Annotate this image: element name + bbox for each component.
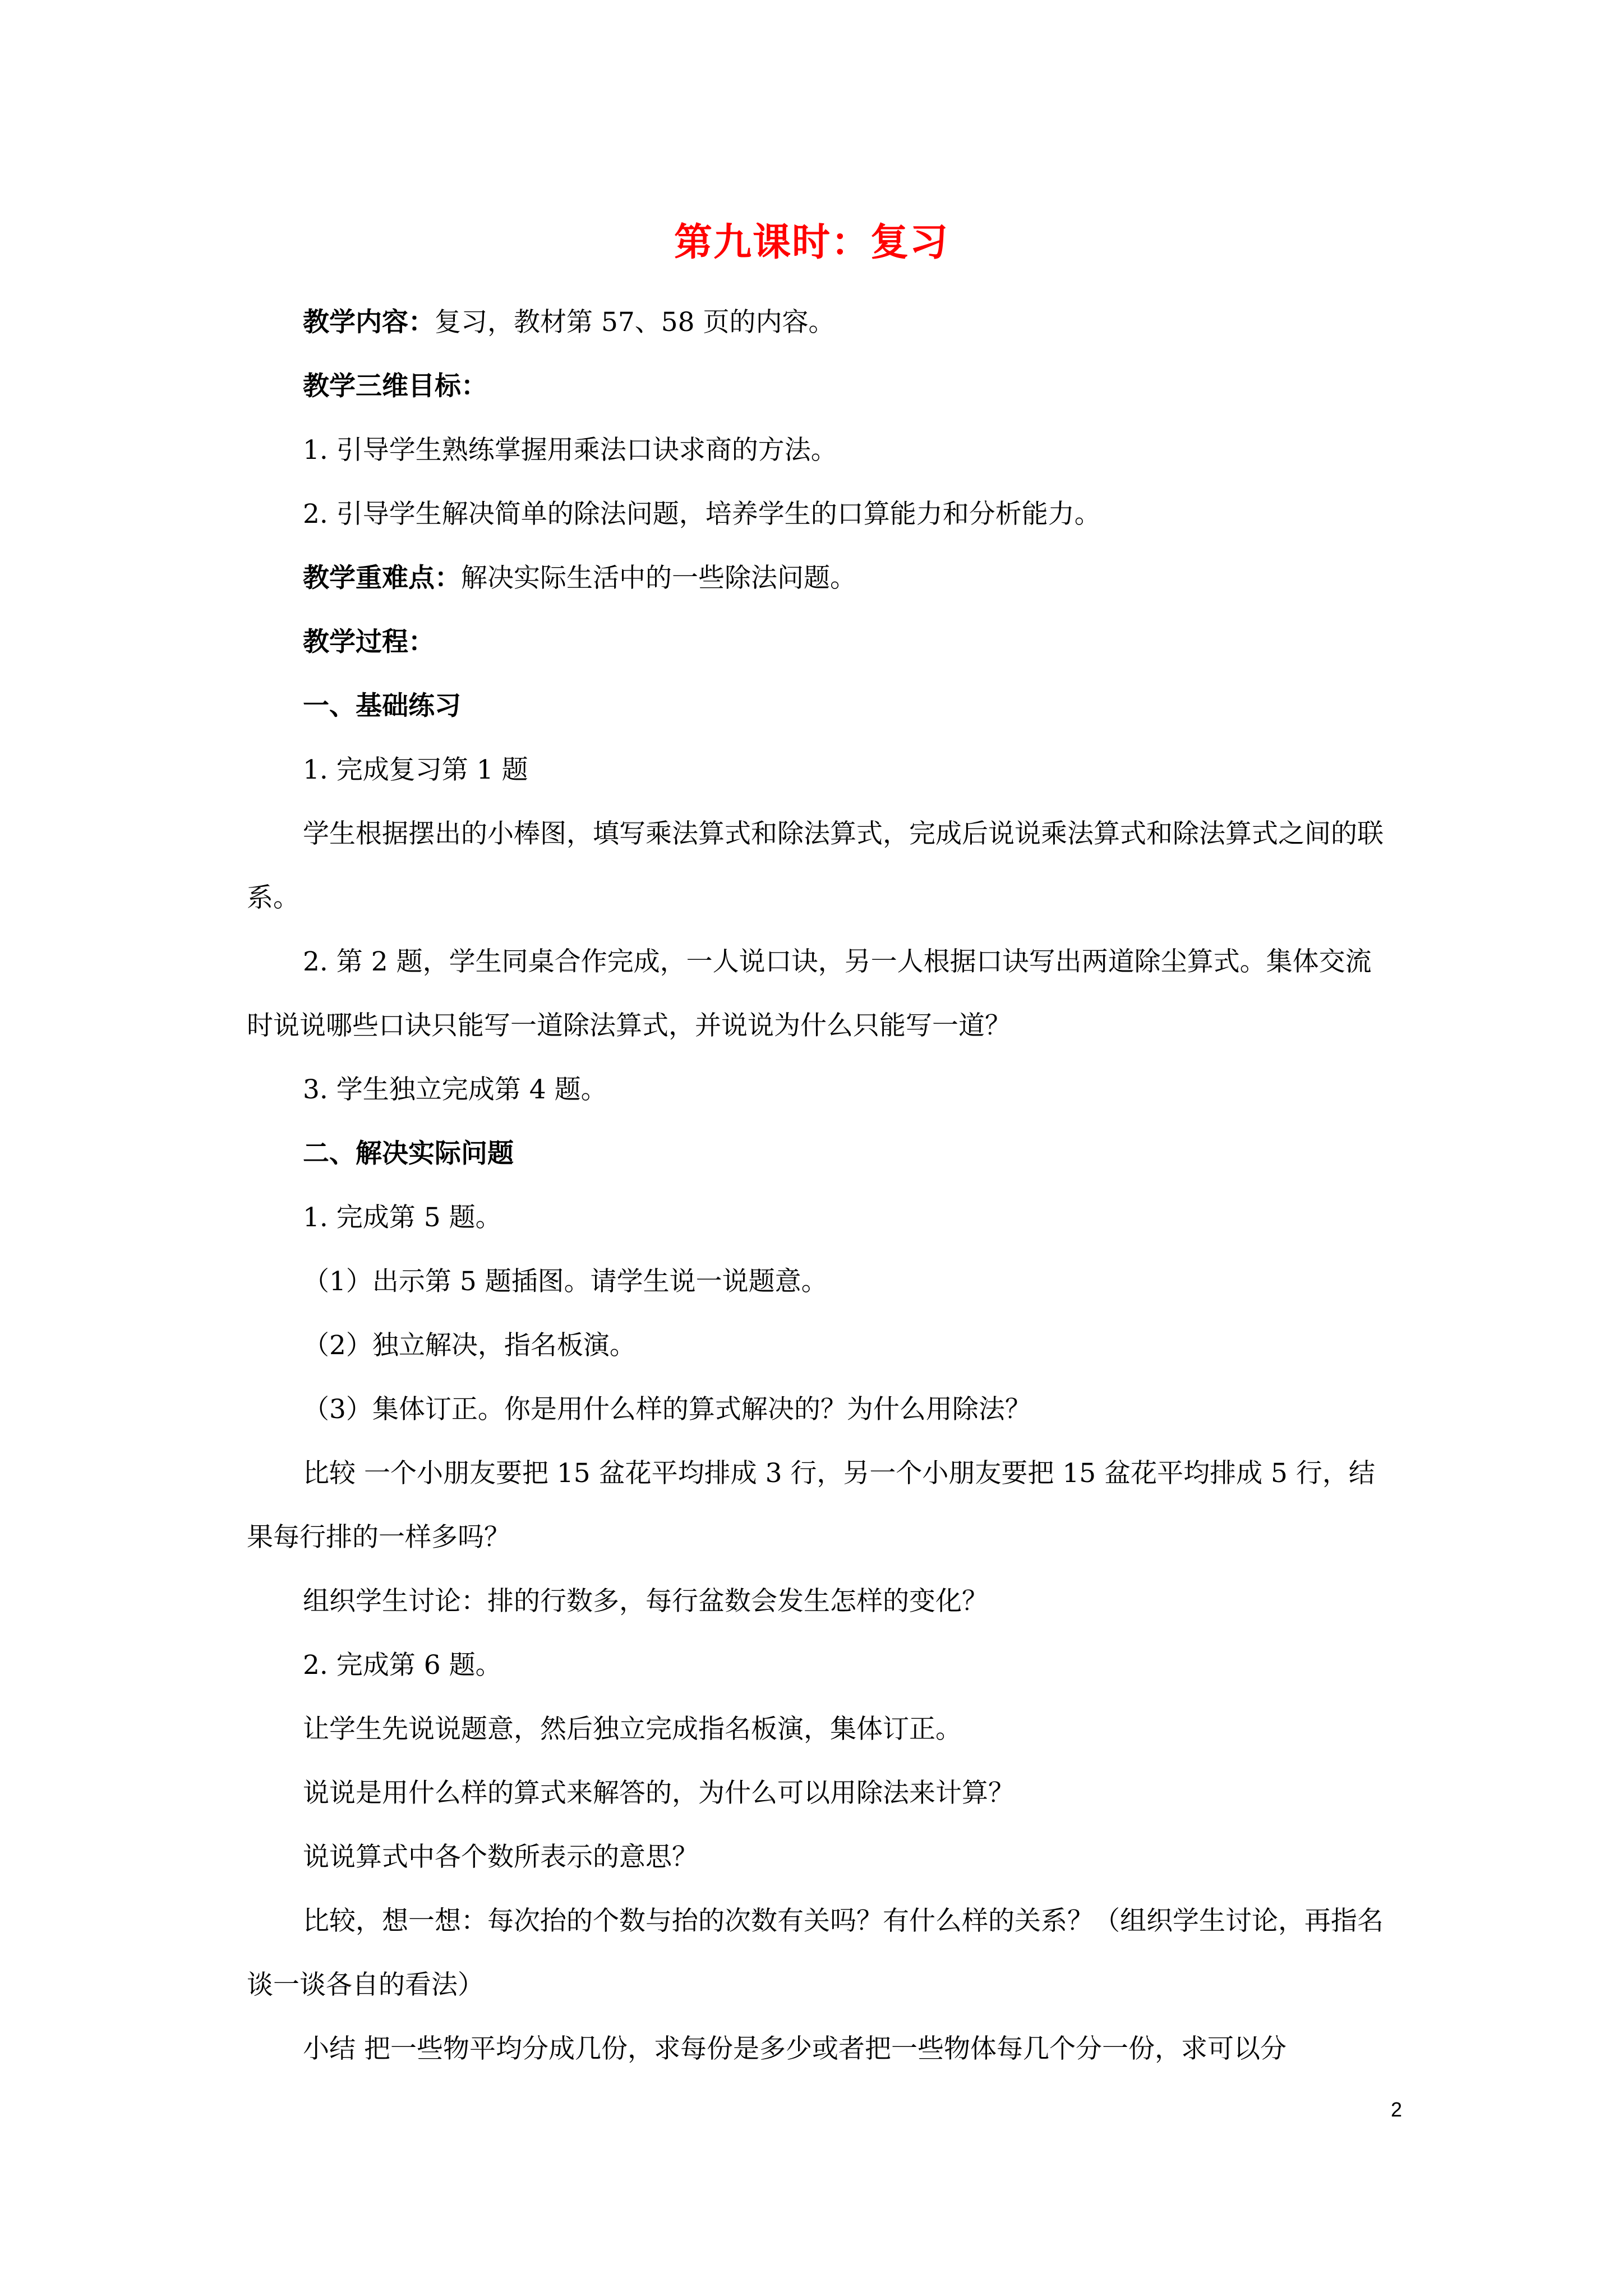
paragraph-text: 1. 完成第 5 题。 — [303, 1202, 502, 1233]
paragraph-item — [247, 930, 1391, 1058]
section-heading-basic-practice — [247, 674, 1391, 738]
paragraph-item — [247, 1186, 1391, 1250]
paragraph-text: 2. 完成第 6 题。 — [303, 1650, 502, 1681]
page-number: 2 — [1390, 2098, 1402, 2121]
paragraph-item — [247, 1697, 1391, 1761]
paragraph-text: 2. 引导学生解决简单的除法问题，培养学生的口算能力和分析能力。 — [303, 499, 1101, 530]
paragraph-item — [247, 2017, 1391, 2081]
paragraph-item — [247, 1058, 1391, 1122]
paragraph-item — [247, 802, 1391, 930]
paragraph-item — [247, 1570, 1391, 1634]
paragraph-label: 教学三维目标： — [303, 371, 487, 402]
paragraph-label: 教学重难点： — [303, 563, 461, 593]
paragraph-text: （1）出示第 5 题插图。请学生说一说题意。 — [303, 1266, 828, 1297]
paragraph-text: 1. 完成复习第 1 题 — [303, 754, 528, 785]
paragraph-text: 学生根据摆出的小棒图，填写乘法算式和除法算式，完成后说说乘法算式和除法算式之间的联系。 — [247, 818, 1384, 913]
paragraph-item — [247, 1761, 1391, 1825]
section-heading-practical-problems — [247, 1122, 1391, 1186]
paragraph-item — [247, 1378, 1391, 1442]
paragraph-objectives-heading — [247, 355, 1391, 418]
paragraph-item — [247, 1314, 1391, 1378]
paragraph-process-heading — [247, 610, 1391, 674]
paragraph-text: 小结 把一些物平均分成几份，求每份是多少或者把一些物体每几个分一份，求可以分 — [303, 2033, 1287, 2064]
paragraph-text: 比较，想一想：每次抬的个数与抬的次数有关吗？有什么样的关系？（组织学生讨论，再指名谈一谈各自的看法） — [247, 1906, 1384, 2000]
paragraph-label: 二、解决实际问题 — [303, 1138, 514, 1169]
paragraph-text: 组织学生讨论：排的行数多，每行盆数会发生怎样的变化？ — [303, 1586, 988, 1617]
paragraph-objective-2 — [247, 482, 1391, 546]
paragraph-text: 解决实际生活中的一些除法问题。 — [461, 563, 856, 593]
paragraph-key-points — [247, 546, 1391, 610]
paragraph-text: 2. 第 2 题，学生同桌合作完成，一人说口诀，另一人根据口诀写出两道除尘算式。集体交流时说说哪些口诀只能写一道除法算式，并说说为什么只能写一道？ — [247, 946, 1372, 1041]
paragraph-item — [247, 1825, 1391, 1889]
paragraph-item — [247, 1634, 1391, 1697]
paragraph-item — [247, 738, 1391, 802]
paragraph-label: 教学过程： — [303, 627, 435, 657]
paragraph-text: 复习，教材第 57、58 页的内容。 — [435, 307, 835, 338]
paragraph-text: （3）集体订正。你是用什么样的算式解决的？为什么用除法？ — [303, 1394, 1031, 1425]
paragraph-objective-1 — [247, 418, 1391, 482]
paragraph-teaching-content — [247, 291, 1391, 355]
paragraph-text: 说说是用什么样的算式来解答的，为什么可以用除法来计算？ — [303, 1778, 1015, 1809]
paragraph-text: 让学生先说说题意，然后独立完成指名板演，集体订正。 — [303, 1714, 962, 1745]
paragraph-label: 教学内容： — [303, 307, 435, 338]
paragraph-label: 一、基础练习 — [303, 691, 461, 721]
paragraph-text: 1. 引导学生熟练掌握用乘法口诀求商的方法。 — [303, 435, 837, 466]
paragraph-text: （2）独立解决，指名板演。 — [303, 1330, 636, 1361]
paragraph-item — [247, 1442, 1391, 1570]
paragraph-text: 比较 一个小朋友要把 15 盆花平均排成 3 行，另一个小朋友要把 15 盆花平均排成 5 行，结果每行排的一样多吗？ — [247, 1458, 1375, 1553]
paragraph-item — [247, 1250, 1391, 1314]
paragraph-text: 3. 学生独立完成第 4 题。 — [303, 1074, 607, 1105]
paragraph-text: 说说算式中各个数所表示的意思？ — [303, 1842, 698, 1872]
document-body — [247, 291, 1391, 2081]
page-title: 第九课时：复习 — [674, 220, 949, 265]
paragraph-item — [247, 1889, 1391, 2017]
